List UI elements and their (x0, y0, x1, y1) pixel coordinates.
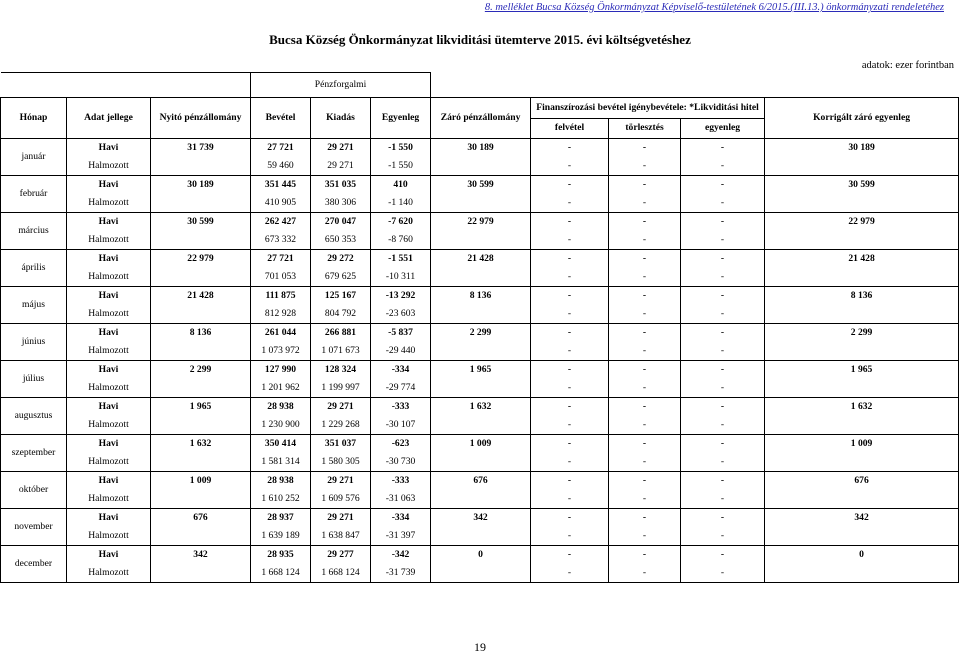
col-kiadas: Kiadás (311, 98, 371, 139)
cell: 1 581 314 (251, 453, 311, 472)
cell: Halmozott (67, 379, 151, 398)
table-row-halmozott (1, 379, 959, 398)
cell: -23 603 (371, 305, 431, 324)
cell: -8 760 (371, 231, 431, 250)
cell: 29 271 (311, 472, 371, 491)
cell: Havi (67, 287, 151, 306)
cell: 1 610 252 (251, 490, 311, 509)
table-row-havi (1, 435, 959, 454)
cell: 701 053 (251, 268, 311, 287)
cell: -5 837 (371, 324, 431, 343)
cell: Havi (67, 213, 151, 232)
col-korrigalt: Korrigált záró egyenleg (765, 98, 959, 139)
col-finanszirozasi: Finanszírozási bevétel igénybevétele: *Likviditási hitel (531, 98, 765, 119)
cell: Havi (67, 435, 151, 454)
cell (765, 416, 959, 435)
col-honap: Hónap (1, 98, 67, 139)
cell: - (609, 176, 681, 195)
cell: -10 311 (371, 268, 431, 287)
cell: - (609, 287, 681, 306)
cell: 1 071 673 (311, 342, 371, 361)
month-cell: június (1, 324, 67, 361)
header-note: 8. melléklet Bucsa Község Önkormányzat Képviselő-testületének 6/2015.(III.13.) önkormányzati rendeletéhez (484, 2, 944, 13)
cell: 676 (765, 472, 959, 491)
cell: 350 414 (251, 435, 311, 454)
cell: 380 306 (311, 194, 371, 213)
cell: - (609, 231, 681, 250)
cell: Havi (67, 361, 151, 380)
cell: 676 (431, 472, 531, 491)
cell: -29 774 (371, 379, 431, 398)
cell: 22 979 (765, 213, 959, 232)
cell: 1 009 (765, 435, 959, 454)
cell (431, 231, 531, 250)
cell: - (681, 546, 765, 565)
cell: - (681, 398, 765, 417)
month-cell: január (1, 139, 67, 176)
cell: Havi (67, 472, 151, 491)
cell: 59 460 (251, 157, 311, 176)
month-cell: augusztus (1, 398, 67, 435)
cell: - (609, 194, 681, 213)
cell: 679 625 (311, 268, 371, 287)
cell: -334 (371, 509, 431, 528)
cell: 30 189 (431, 139, 531, 158)
cell: - (681, 139, 765, 158)
cell: - (681, 231, 765, 250)
cell: - (681, 435, 765, 454)
table-row-havi (1, 472, 959, 491)
table-row-havi (1, 250, 959, 269)
cell: - (609, 379, 681, 398)
cell: 1 073 972 (251, 342, 311, 361)
cell: - (531, 213, 609, 232)
col-fin-egyenleg: egyenleg (681, 118, 765, 139)
table-row-halmozott (1, 490, 959, 509)
cell: 1 199 997 (311, 379, 371, 398)
unit-note: adatok: ezer forintban (861, 60, 954, 71)
cell (431, 564, 531, 583)
cell: - (681, 527, 765, 546)
cell: 342 (765, 509, 959, 528)
cell: Havi (67, 509, 151, 528)
cell: -31 397 (371, 527, 431, 546)
cell: - (531, 527, 609, 546)
page-number: 19 (474, 640, 486, 654)
cell: Halmozott (67, 231, 151, 250)
cell: 29 271 (311, 139, 371, 158)
cell: 2 299 (765, 324, 959, 343)
cell: 673 332 (251, 231, 311, 250)
cell: 111 875 (251, 287, 311, 306)
col-felvetel: felvétel (531, 118, 609, 139)
cell: - (531, 231, 609, 250)
cell: - (609, 305, 681, 324)
table-row-havi (1, 509, 959, 528)
cell: 1 229 268 (311, 416, 371, 435)
cell: 29 277 (311, 546, 371, 565)
cell: 125 167 (311, 287, 371, 306)
cell: 30 599 (765, 176, 959, 195)
cell: 1 668 124 (311, 564, 371, 583)
cell: Halmozott (67, 490, 151, 509)
month-cell: február (1, 176, 67, 213)
header-blank-2 (431, 73, 959, 98)
col-torlesztes: törlesztés (609, 118, 681, 139)
cell: -30 107 (371, 416, 431, 435)
cell: 1 638 847 (311, 527, 371, 546)
cell (431, 268, 531, 287)
cell: Halmozott (67, 453, 151, 472)
cell (151, 342, 251, 361)
cell (431, 305, 531, 324)
cell: 1 632 (151, 435, 251, 454)
cell (431, 342, 531, 361)
cell: - (609, 527, 681, 546)
cell: - (531, 398, 609, 417)
table-row-havi (1, 176, 959, 195)
table-row-halmozott (1, 416, 959, 435)
cell: - (531, 176, 609, 195)
cell: -333 (371, 398, 431, 417)
cell: - (531, 139, 609, 158)
table-row-halmozott (1, 194, 959, 213)
cell: - (681, 324, 765, 343)
cell (431, 453, 531, 472)
cell: - (609, 472, 681, 491)
cell: - (531, 324, 609, 343)
cell: - (531, 416, 609, 435)
table-row-havi (1, 398, 959, 417)
cell: Havi (67, 398, 151, 417)
cell: - (531, 157, 609, 176)
cell: 812 928 (251, 305, 311, 324)
cell: - (681, 490, 765, 509)
cell: 27 721 (251, 139, 311, 158)
cell (151, 305, 251, 324)
cell: 21 428 (765, 250, 959, 269)
cell: 30 599 (431, 176, 531, 195)
cell: 1 580 305 (311, 453, 371, 472)
cell: Havi (67, 139, 151, 158)
cell: -1 550 (371, 139, 431, 158)
cell: 28 937 (251, 509, 311, 528)
table-row-halmozott (1, 268, 959, 287)
cell: - (609, 213, 681, 232)
cell: -333 (371, 472, 431, 491)
cell: 262 427 (251, 213, 311, 232)
cell: 410 905 (251, 194, 311, 213)
table-row-havi (1, 324, 959, 343)
cell: - (609, 398, 681, 417)
cell (151, 453, 251, 472)
cell: Halmozott (67, 157, 151, 176)
cell (151, 379, 251, 398)
cell: 31 739 (151, 139, 251, 158)
cell: 1 009 (431, 435, 531, 454)
cell: 1 639 189 (251, 527, 311, 546)
cell (765, 453, 959, 472)
cell: -1 551 (371, 250, 431, 269)
cell: - (531, 509, 609, 528)
cell: 650 353 (311, 231, 371, 250)
cell (431, 157, 531, 176)
month-cell: május (1, 287, 67, 324)
cell: 8 136 (431, 287, 531, 306)
cell (765, 342, 959, 361)
cell: 8 136 (765, 287, 959, 306)
cell: - (609, 509, 681, 528)
cell: Halmozott (67, 564, 151, 583)
cell: - (609, 342, 681, 361)
month-cell: november (1, 509, 67, 546)
cell: - (531, 546, 609, 565)
cell: - (609, 268, 681, 287)
cell (765, 157, 959, 176)
cell: - (531, 268, 609, 287)
cell: Halmozott (67, 268, 151, 287)
table-row-halmozott (1, 564, 959, 583)
cell: 261 044 (251, 324, 311, 343)
cell (431, 194, 531, 213)
cell: 30 599 (151, 213, 251, 232)
cell: - (681, 250, 765, 269)
cell: 29 272 (311, 250, 371, 269)
table-row-halmozott (1, 453, 959, 472)
cell: Halmozott (67, 342, 151, 361)
cell: - (609, 416, 681, 435)
cell: - (681, 194, 765, 213)
liquidity-table (0, 72, 959, 583)
cell: 29 271 (311, 157, 371, 176)
cell: - (681, 157, 765, 176)
cell (431, 416, 531, 435)
cell: - (531, 379, 609, 398)
cell: - (609, 361, 681, 380)
cell: 1 632 (765, 398, 959, 417)
cell: 1 965 (431, 361, 531, 380)
cell (765, 490, 959, 509)
cell: - (609, 157, 681, 176)
cell (765, 564, 959, 583)
cell (765, 379, 959, 398)
cell: - (531, 453, 609, 472)
cell: Havi (67, 324, 151, 343)
table-row-havi (1, 139, 959, 158)
month-cell: március (1, 213, 67, 250)
table-row-halmozott (1, 157, 959, 176)
cell: - (681, 361, 765, 380)
cell: 128 324 (311, 361, 371, 380)
cell: 342 (151, 546, 251, 565)
cell: - (681, 342, 765, 361)
cell: 8 136 (151, 324, 251, 343)
cell: 29 271 (311, 398, 371, 417)
cell: 351 445 (251, 176, 311, 195)
cell (765, 305, 959, 324)
cell: - (681, 379, 765, 398)
cell: - (531, 435, 609, 454)
cell: - (531, 490, 609, 509)
cell: 21 428 (431, 250, 531, 269)
cell: 28 938 (251, 398, 311, 417)
table-row-havi (1, 361, 959, 380)
cell (151, 231, 251, 250)
cell: 30 189 (765, 139, 959, 158)
header-blank (1, 73, 251, 98)
cell: - (681, 305, 765, 324)
cell: - (681, 564, 765, 583)
month-cell: december (1, 546, 67, 583)
col-adat-jellege: Adat jellege (67, 98, 151, 139)
cell (431, 490, 531, 509)
cell: - (531, 250, 609, 269)
cell: - (681, 176, 765, 195)
cell: 1 965 (151, 398, 251, 417)
cell: - (609, 564, 681, 583)
cell (765, 194, 959, 213)
month-cell: október (1, 472, 67, 509)
cell (765, 231, 959, 250)
cell (151, 157, 251, 176)
cell: 351 035 (311, 176, 371, 195)
cell: 676 (151, 509, 251, 528)
cell (151, 564, 251, 583)
cell: Halmozott (67, 305, 151, 324)
cell: Halmozott (67, 194, 151, 213)
cell: - (531, 194, 609, 213)
cell: - (681, 287, 765, 306)
cell: 1 668 124 (251, 564, 311, 583)
cell: - (531, 361, 609, 380)
cell: 1 201 962 (251, 379, 311, 398)
cell: 29 271 (311, 509, 371, 528)
cell: Halmozott (67, 416, 151, 435)
cell: - (531, 305, 609, 324)
col-bevetel: Bevétel (251, 98, 311, 139)
cell: -7 620 (371, 213, 431, 232)
cell (151, 268, 251, 287)
cell (431, 379, 531, 398)
table-row-havi (1, 213, 959, 232)
col-egyenleg: Egyenleg (371, 98, 431, 139)
col-zaro: Záró pénzállomány (431, 98, 531, 139)
cell: 28 938 (251, 472, 311, 491)
cell: 21 428 (151, 287, 251, 306)
cell: Havi (67, 176, 151, 195)
cell: Halmozott (67, 527, 151, 546)
cell: 2 299 (431, 324, 531, 343)
cell: - (681, 416, 765, 435)
cell: 351 037 (311, 435, 371, 454)
cell: 30 189 (151, 176, 251, 195)
table-row-halmozott (1, 231, 959, 250)
cell: Havi (67, 250, 151, 269)
cell: -342 (371, 546, 431, 565)
cell: - (681, 453, 765, 472)
cell: -1 550 (371, 157, 431, 176)
cell: - (609, 546, 681, 565)
cell: 1 009 (151, 472, 251, 491)
cell: - (531, 287, 609, 306)
cell: -29 440 (371, 342, 431, 361)
month-cell: április (1, 250, 67, 287)
col-penzforgalmi: Pénzforgalmi (251, 73, 431, 98)
cell (151, 194, 251, 213)
table-row-halmozott (1, 527, 959, 546)
cell (151, 490, 251, 509)
cell: - (531, 564, 609, 583)
month-cell: szeptember (1, 435, 67, 472)
cell: - (609, 435, 681, 454)
cell: 28 935 (251, 546, 311, 565)
cell: - (531, 342, 609, 361)
cell: 804 792 (311, 305, 371, 324)
cell: - (681, 472, 765, 491)
cell: - (609, 453, 681, 472)
table-row-halmozott (1, 342, 959, 361)
month-cell: július (1, 361, 67, 398)
cell (151, 527, 251, 546)
cell: - (609, 139, 681, 158)
cell: 27 721 (251, 250, 311, 269)
cell: 1 632 (431, 398, 531, 417)
table-row-havi (1, 287, 959, 306)
cell: 266 881 (311, 324, 371, 343)
cell: -30 730 (371, 453, 431, 472)
cell: - (609, 250, 681, 269)
cell: 342 (431, 509, 531, 528)
cell: - (681, 213, 765, 232)
cell (431, 527, 531, 546)
cell (151, 416, 251, 435)
cell: 1 230 900 (251, 416, 311, 435)
cell: 270 047 (311, 213, 371, 232)
cell: - (609, 490, 681, 509)
cell: - (681, 509, 765, 528)
cell: 0 (765, 546, 959, 565)
cell: - (609, 324, 681, 343)
table-row-havi (1, 546, 959, 565)
cell: -31 063 (371, 490, 431, 509)
table-body (1, 139, 959, 583)
page-title: Bucsa Község Önkormányzat likviditási ütemterve 2015. évi költségvetéshez (269, 32, 691, 47)
cell: 1 965 (765, 361, 959, 380)
cell: 127 990 (251, 361, 311, 380)
cell (765, 268, 959, 287)
cell: -334 (371, 361, 431, 380)
cell: -13 292 (371, 287, 431, 306)
table-row-halmozott (1, 305, 959, 324)
cell: 1 609 576 (311, 490, 371, 509)
cell: - (681, 268, 765, 287)
col-nyito: Nyitó pénzállomány (151, 98, 251, 139)
cell: 2 299 (151, 361, 251, 380)
cell: -623 (371, 435, 431, 454)
cell: -1 140 (371, 194, 431, 213)
cell: 410 (371, 176, 431, 195)
cell: -31 739 (371, 564, 431, 583)
cell: 22 979 (151, 250, 251, 269)
cell: 0 (431, 546, 531, 565)
cell (765, 527, 959, 546)
cell: - (531, 472, 609, 491)
cell: 22 979 (431, 213, 531, 232)
cell: Havi (67, 546, 151, 565)
